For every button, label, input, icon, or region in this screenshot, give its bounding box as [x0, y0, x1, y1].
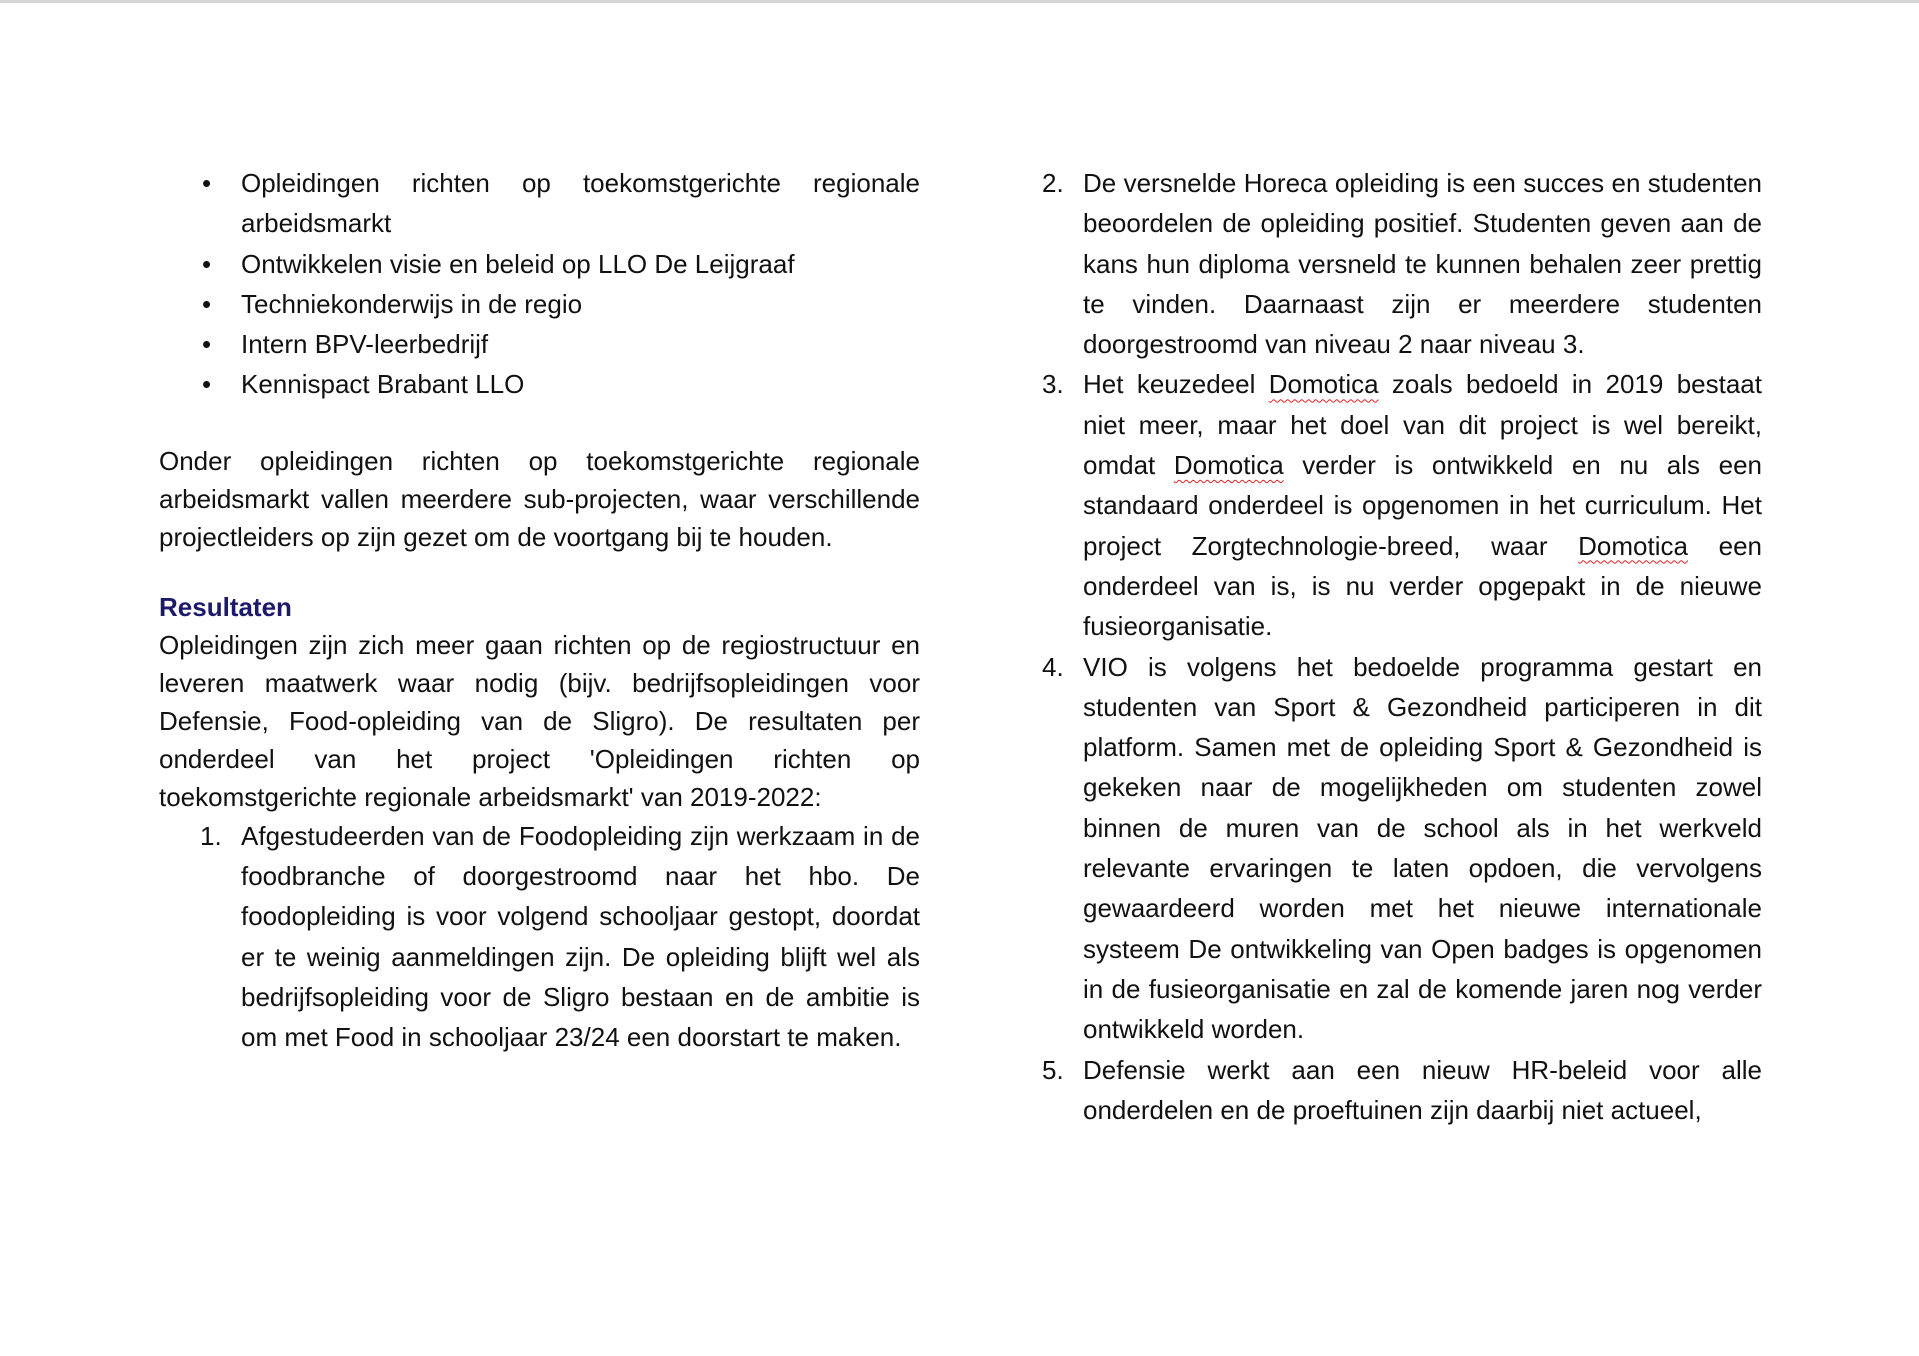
bullet-icon: •: [202, 248, 212, 279]
bullet-icon: •: [202, 369, 212, 400]
list-number: 3.: [1042, 369, 1064, 400]
text-run: zoals bedoeld in 2019 bestaat niet meer, maar het doel van dit project is wel bereikt, omdat: [1083, 369, 1762, 481]
result-item-5: [1042, 1050, 1762, 1131]
bullet-text: Opleidingen richten op toekomstgerichte regionale arbeidsmarkt: [241, 168, 920, 239]
bullet-item: [159, 364, 920, 404]
result-item-1: [159, 816, 920, 1058]
result-item-4: [1042, 647, 1762, 1050]
result-text: De versnelde Horeca opleiding is een succes en studenten beoordelen de opleiding positief. Studenten geven aan de kans hun diploma versneld te kunnen behalen zeer prettig te vinden. Daarnaast zijn er meerdere studenten doorgestroomd van niveau 2 naar niveau 3.: [1083, 168, 1762, 360]
bullet-icon: •: [202, 288, 212, 319]
bullet-icon: •: [202, 329, 212, 360]
results-list-continued: [1042, 163, 1762, 1130]
list-number: 1.: [200, 820, 222, 851]
bullet-icon: •: [202, 168, 212, 198]
bullet-item: [159, 163, 920, 244]
bullet-text: Intern BPV-leerbedrijf: [241, 329, 489, 360]
right-column: [1042, 163, 1762, 1130]
bullet-item: [159, 284, 920, 324]
list-number: 4.: [1042, 651, 1064, 682]
intro-paragraph: Onder opleidingen richten op toekomstgerichte regionale arbeidsmarkt vallen meerdere sub-projecten, waar verschillende projectleiders op zijn gezet om de voortgang bij te houden.: [159, 445, 920, 552]
result-text: VIO is volgens het bedoelde programma gestart en studenten van Sport & Gezondheid participeren in dit platform. Samen met de opleiding Sport & Gezondheid is gekeken naar de mogelijkheden om studenten zowel binnen de muren van de school als in het werkveld relevante ervaringen te laten opdoen, die vervolgens gewaardeerd worden met het nieuwe internationale systeem De ontwikkeling van Open badges is opgenomen in de fusieorganisatie en zal de komende jaren nog verder ontwikkeld worden.: [1083, 651, 1762, 1045]
misspelled-word[interactable]: Domotica: [1268, 369, 1379, 400]
list-number: 5.: [1042, 1054, 1064, 1085]
text-run: verder is ontwikkeld en nu als een standaard onderdeel is opgenomen in het curriculum. Het project Zorgtechnologie-breed, waar: [1083, 450, 1762, 561]
results-list: [159, 816, 920, 1058]
text-run: een onderdeel van is, is nu verder opgepakt in de nieuwe fusieorganisatie.: [1083, 530, 1763, 642]
bullet-text: Techniekonderwijs in de regio: [241, 288, 583, 319]
result-text: Afgestudeerden van de Foodopleiding zijn werkzaam in de foodbranche of doorgestroomd naar het hbo. De foodopleiding is voor volgend schooljaar gestopt, doordat er te weinig aanmeldingen zijn. De opleiding blijft wel als bedrijfsopleiding voor de Sligro bestaan en de ambitie is om met Food in schooljaar 23/24 een doorstart te maken.: [241, 820, 920, 1053]
left-column: [159, 163, 920, 1058]
misspelled-word[interactable]: Domotica: [1578, 530, 1688, 561]
result-item-3: [1042, 364, 1762, 646]
results-intro-paragraph: Opleidingen zijn zich meer gaan richten op de regiostructuur en leveren maatwerk waar nodig (bijv. bedrijfsopleidingen voor Defensie, Food-opleiding van de Sligro). De resultaten per onderdeel van het project 'Opleidingen richten op toekomstgerichte regionale arbeidsmarkt' van 2019-2022:: [159, 629, 920, 812]
result-text: [1083, 369, 1762, 641]
text-run: Het keuzedeel: [1083, 369, 1269, 400]
bullet-text: Ontwikkelen visie en beleid op LLO De Leijgraaf: [241, 248, 795, 279]
bullet-text: Kennispact Brabant LLO: [241, 369, 525, 400]
misspelled-word[interactable]: Domotica: [1173, 450, 1284, 481]
bullet-item: [159, 244, 920, 284]
result-text: Defensie werkt aan een nieuw HR-beleid voor alle onderdelen en de proeftuinen zijn daarbij niet actueel,: [1083, 1054, 1762, 1125]
list-number: 2.: [1042, 168, 1064, 198]
top-border: [0, 0, 1919, 3]
bullet-list: [159, 163, 920, 405]
result-item-2: [1042, 163, 1762, 364]
section-heading-resultaten: Resultaten: [159, 591, 292, 622]
bullet-item: [159, 324, 920, 364]
